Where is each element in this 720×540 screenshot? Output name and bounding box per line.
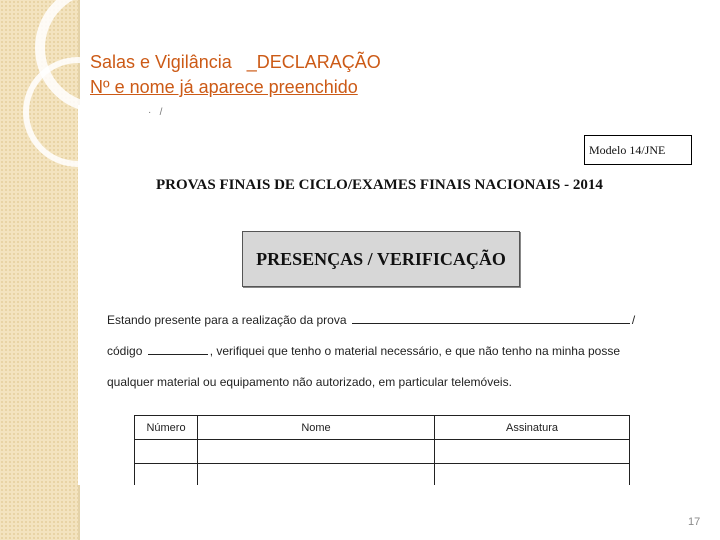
table-row [135, 464, 630, 486]
slide-title [90, 50, 381, 100]
blank-exam-field [352, 311, 630, 324]
header-number: Número [135, 416, 198, 440]
page-number: 17 [688, 516, 701, 528]
table-row [135, 440, 630, 464]
declaration-paragraph [107, 305, 672, 398]
declaration-line-2: código , verifiquei que tenho o material necessário, e que não tenho na minha posse [107, 344, 620, 358]
presence-box: PRESENÇAS / VERIFICAÇÃO [242, 231, 520, 287]
form-image [78, 105, 692, 485]
header-signature: Assinatura [435, 416, 630, 440]
scan-mark: · / [148, 107, 163, 118]
header-name: Nome [198, 416, 435, 440]
form-heading: PROVAS FINAIS DE CICLO/EXAMES FINAIS NACIONAIS - 2014 [156, 177, 603, 193]
title-line-1: Salas e Vigilância _DECLARAÇÃO [90, 52, 381, 72]
table-header-row [135, 416, 630, 440]
blank-code-field [148, 342, 208, 355]
model-label: Modelo 14/JNE [584, 135, 692, 165]
attendance-table [134, 415, 630, 485]
declaration-line-1: Estando presente para a realização da prova / [107, 313, 636, 327]
declaration-line-3: qualquer material ou equipamento não autorizado, em particular telemóveis. [107, 375, 512, 389]
title-line-2: Nº e nome já aparece preenchido [90, 77, 358, 97]
